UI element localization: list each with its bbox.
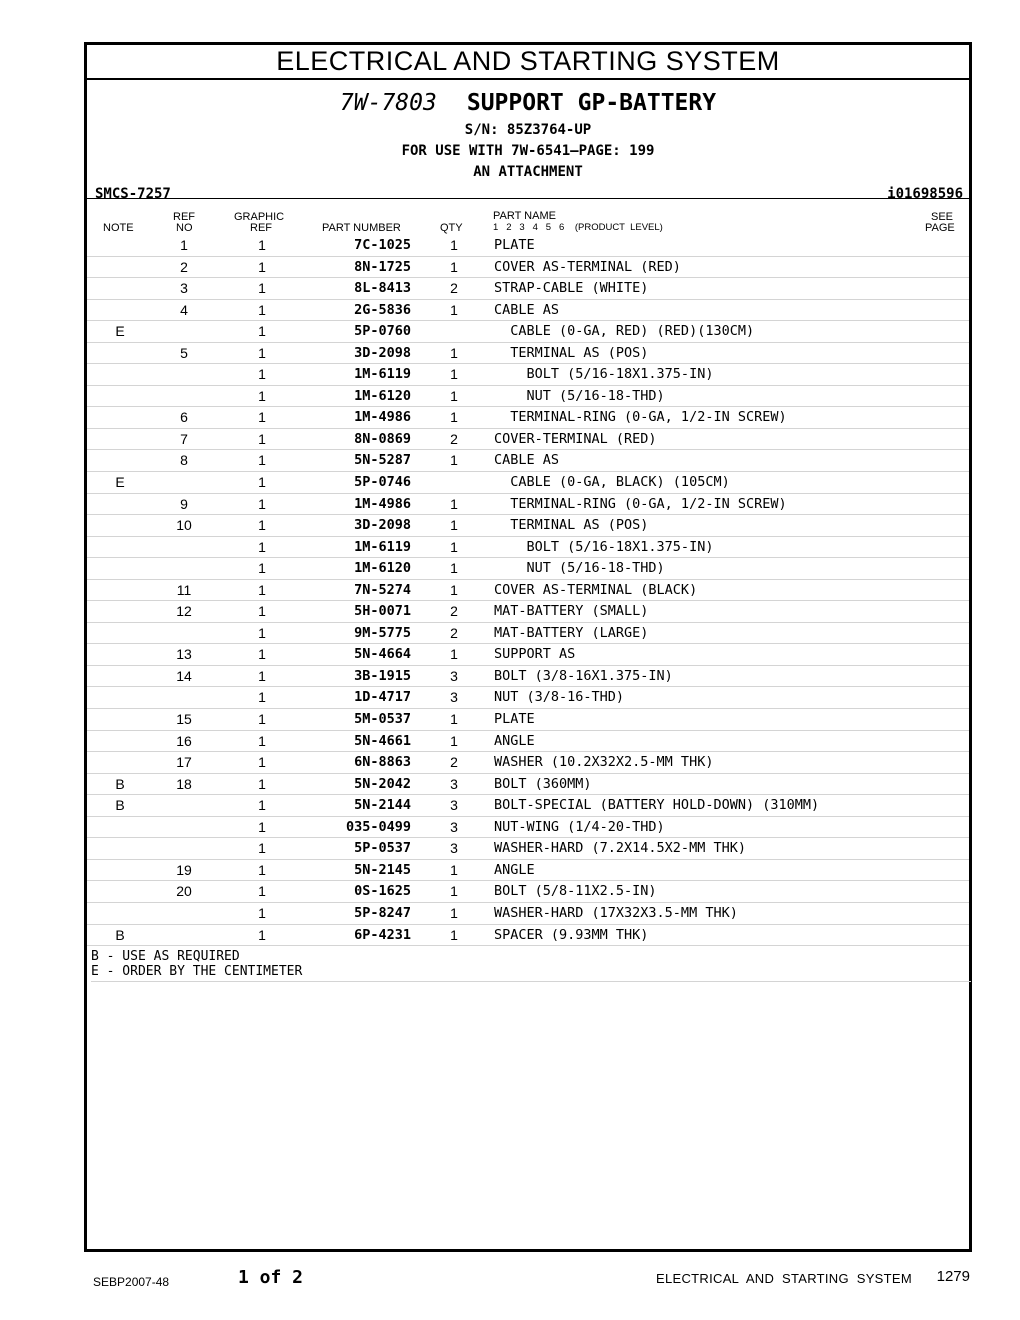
row-qty: 1 [450, 732, 458, 749]
row-ref-no: 2 [180, 258, 188, 275]
col-see-bottom: PAGE [925, 222, 955, 234]
row-graphic-ref: 1 [258, 323, 266, 340]
row-qty: 1 [450, 258, 458, 275]
row-qty: 2 [450, 624, 458, 641]
row-qty: 1 [450, 452, 458, 469]
row-graphic-ref: 1 [258, 603, 266, 620]
row-part-number: 6P-4231 [354, 926, 411, 943]
table-row [87, 580, 969, 602]
col-part-name: PART NAME [493, 210, 556, 222]
row-graphic-ref: 1 [258, 818, 266, 835]
table-row [87, 537, 969, 559]
row-ref-no: 15 [176, 711, 192, 728]
row-graphic-ref: 1 [258, 280, 266, 297]
row-part-name: TERMINAL-RING (0-GA, 1/2-IN SCREW) [494, 409, 787, 426]
row-part-number: 3D-2098 [354, 517, 411, 534]
row-qty: 3 [450, 797, 458, 814]
row-qty: 1 [450, 366, 458, 383]
row-ref-no: 8 [180, 452, 188, 469]
table-row [87, 257, 969, 279]
group-header [87, 80, 969, 202]
row-ref-no: 19 [176, 861, 192, 878]
row-part-name: BOLT (5/8-11X2.5-IN) [494, 883, 657, 900]
row-part-name: ANGLE [494, 861, 535, 878]
table-row [87, 472, 969, 494]
table-row [87, 795, 969, 817]
row-graphic-ref: 1 [258, 797, 266, 814]
row-note: B [115, 797, 125, 814]
row-qty: 3 [450, 840, 458, 857]
row-part-name: COVER AS-TERMINAL (BLACK) [494, 581, 698, 598]
row-qty: 3 [450, 818, 458, 835]
row-graphic-ref: 1 [258, 344, 266, 361]
table-row [87, 300, 969, 322]
table-row [87, 278, 969, 300]
row-graphic-ref: 1 [258, 711, 266, 728]
catalog-page-frame [84, 42, 972, 1252]
row-part-name: MAT-BATTERY (LARGE) [494, 624, 649, 641]
row-qty: 1 [450, 581, 458, 598]
table-row [87, 687, 969, 709]
parts-table [87, 235, 969, 946]
row-graphic-ref: 1 [258, 624, 266, 641]
table-row [87, 601, 969, 623]
col-graphic-top: GRAPHIC [234, 211, 285, 223]
row-qty: 1 [450, 409, 458, 426]
row-part-name: NUT-WING (1/4-20-THD) [494, 818, 665, 835]
row-part-number: 9M-5775 [354, 624, 411, 641]
table-row [87, 515, 969, 537]
row-graphic-ref: 1 [258, 775, 266, 792]
table-row [87, 386, 969, 408]
table-row [87, 321, 969, 343]
table-row [87, 429, 969, 451]
row-graphic-ref: 1 [258, 517, 266, 534]
row-ref-no: 3 [180, 280, 188, 297]
row-part-name: PLATE [494, 237, 535, 253]
note-b: B - USE AS REQUIRED [91, 949, 240, 964]
row-qty: 2 [450, 430, 458, 447]
row-part-number: 1M-4986 [354, 409, 411, 426]
notes-legend [91, 949, 971, 982]
row-part-number: 5N-2144 [354, 797, 411, 814]
row-qty: 1 [450, 711, 458, 728]
row-graphic-ref: 1 [258, 689, 266, 706]
illustration-id: i01698596 [887, 186, 963, 202]
row-part-name: BOLT-SPECIAL (BATTERY HOLD-DOWN) (310MM) [494, 797, 820, 814]
table-row [87, 925, 969, 947]
col-see-top: SEE [931, 211, 954, 223]
row-part-number: 3D-2098 [354, 344, 411, 361]
row-ref-no: 12 [176, 603, 192, 620]
use-with-note: FOR USE WITH 7W-6541—PAGE: 199 [401, 143, 655, 159]
row-qty: 1 [450, 301, 458, 318]
row-qty: 3 [450, 775, 458, 792]
row-qty: 3 [450, 667, 458, 684]
group-name: SUPPORT GP-BATTERY [466, 90, 717, 116]
row-graphic-ref: 1 [258, 495, 266, 512]
row-part-name: NUT (5/16-18-THD) [494, 560, 665, 577]
row-part-name: COVER-TERMINAL (RED) [494, 430, 657, 447]
row-part-number: 1M-4986 [354, 495, 411, 512]
row-qty: 2 [450, 280, 458, 297]
row-graphic-ref: 1 [258, 754, 266, 771]
note-e: E - ORDER BY THE CENTIMETER [91, 964, 303, 979]
row-qty: 1 [450, 538, 458, 555]
table-row [87, 558, 969, 580]
row-part-name: BOLT (5/16-18X1.375-IN) [494, 538, 714, 555]
row-ref-no: 10 [176, 517, 192, 534]
row-part-name: TERMINAL-RING (0-GA, 1/2-IN SCREW) [494, 495, 787, 512]
table-row [87, 838, 969, 860]
row-graphic-ref: 1 [258, 560, 266, 577]
row-graphic-ref: 1 [258, 840, 266, 857]
row-graphic-ref: 1 [258, 452, 266, 469]
smcs-code: SMCS-7257 [95, 186, 171, 202]
row-graphic-ref: 1 [258, 861, 266, 878]
row-qty: 1 [450, 495, 458, 512]
row-part-name: WASHER (10.2X32X2.5-MM THK) [494, 754, 714, 771]
row-part-name: WASHER-HARD (7.2X14.5X2-MM THK) [494, 840, 746, 857]
row-part-number: 5P-0760 [354, 323, 411, 340]
row-ref-no: 11 [176, 581, 192, 598]
col-product-level: 1 2 3 4 5 6 (PRODUCT LEVEL) [493, 222, 663, 233]
table-row [87, 407, 969, 429]
row-qty: 1 [450, 926, 458, 943]
row-part-name: COVER AS-TERMINAL (RED) [494, 258, 681, 275]
row-graphic-ref: 1 [258, 258, 266, 275]
row-part-number: 2G-5836 [354, 301, 411, 318]
row-graphic-ref: 1 [258, 387, 266, 404]
row-graphic-ref: 1 [258, 904, 266, 921]
table-row [87, 343, 969, 365]
row-part-name: CABLE (0-GA, RED) (RED)(130CM) [494, 323, 755, 340]
row-part-number: 8N-0869 [354, 430, 411, 447]
row-part-name: BOLT (3/8-16X1.375-IN) [494, 667, 673, 684]
row-note: B [115, 775, 125, 792]
row-graphic-ref: 1 [258, 237, 266, 253]
serial-number: S/N: 85Z3764-UP [464, 122, 592, 138]
row-part-number: 5P-0537 [354, 840, 411, 857]
row-part-name: TERMINAL AS (POS) [494, 344, 649, 361]
row-part-name: SPACER (9.93MM THK) [494, 926, 649, 943]
row-part-name: BOLT (360MM) [494, 775, 592, 792]
row-ref-no: 16 [176, 732, 192, 749]
row-part-name: TERMINAL AS (POS) [494, 517, 649, 534]
row-part-number: 5N-2145 [354, 861, 411, 878]
table-row [87, 623, 969, 645]
row-ref-no: 6 [180, 409, 188, 426]
row-part-name: BOLT (5/16-18X1.375-IN) [494, 366, 714, 383]
row-part-number: 8N-1725 [354, 258, 411, 275]
col-qty: QTY [440, 222, 463, 234]
row-qty: 1 [450, 904, 458, 921]
col-ref-bottom: NO [176, 222, 193, 234]
row-graphic-ref: 1 [258, 366, 266, 383]
row-part-number: 5N-4664 [354, 646, 411, 663]
row-part-name: PLATE [494, 711, 535, 728]
row-part-name: WASHER-HARD (17X32X3.5-MM THK) [494, 904, 738, 921]
row-part-number: 5N-4661 [354, 732, 411, 749]
row-graphic-ref: 1 [258, 667, 266, 684]
row-part-name: NUT (3/8-16-THD) [494, 689, 625, 706]
table-row [87, 364, 969, 386]
row-part-number: 1M-6119 [354, 538, 411, 555]
row-ref-no: 17 [176, 754, 192, 771]
row-part-number: 5H-0071 [354, 603, 411, 620]
row-part-name: MAT-BATTERY (SMALL) [494, 603, 649, 620]
col-part-number: PART NUMBER [322, 222, 401, 234]
row-graphic-ref: 1 [258, 301, 266, 318]
row-part-number: 035-0499 [345, 818, 411, 835]
row-part-name: STRAP-CABLE (WHITE) [494, 280, 649, 297]
row-part-number: 6N-8863 [354, 754, 411, 771]
row-part-number: 7N-5274 [354, 581, 411, 598]
row-part-name: SUPPORT AS [494, 646, 576, 663]
row-graphic-ref: 1 [258, 926, 266, 943]
row-ref-no: 1 [180, 237, 188, 253]
row-part-number: 5N-2042 [354, 775, 411, 792]
row-qty: 2 [450, 754, 458, 771]
table-row [87, 644, 969, 666]
col-ref-top: REF [173, 211, 195, 223]
row-graphic-ref: 1 [258, 732, 266, 749]
document-id: SEBP2007-48 [93, 1275, 170, 1289]
row-part-number: 0S-1625 [354, 883, 411, 900]
row-qty: 1 [450, 646, 458, 663]
row-qty: 2 [450, 603, 458, 620]
row-ref-no: 7 [180, 430, 188, 447]
row-ref-no: 5 [180, 344, 188, 361]
row-part-number: 1M-6119 [354, 366, 411, 383]
row-graphic-ref: 1 [258, 883, 266, 900]
table-row [87, 817, 969, 839]
table-row [87, 731, 969, 753]
row-part-number: 3B-1915 [354, 667, 411, 684]
page-of: 1 of 2 [238, 1267, 304, 1288]
row-graphic-ref: 1 [258, 538, 266, 555]
row-qty: 1 [450, 387, 458, 404]
row-part-number: 5P-8247 [354, 904, 411, 921]
row-note: E [115, 323, 125, 340]
col-note: NOTE [103, 222, 134, 234]
row-ref-no: 13 [176, 646, 192, 663]
row-note: B [115, 926, 125, 943]
row-part-number: 5P-0746 [354, 474, 411, 491]
section-title: ELECTRICAL AND STARTING SYSTEM [87, 45, 969, 80]
row-qty: 1 [450, 237, 458, 253]
row-note: E [115, 474, 125, 491]
group-number: 7W-7803 [339, 90, 437, 116]
table-row [87, 774, 969, 796]
table-row [87, 450, 969, 472]
row-qty: 1 [450, 344, 458, 361]
row-part-name: ANGLE [494, 732, 535, 749]
table-row [87, 860, 969, 882]
col-graphic-bottom: REF [250, 222, 272, 234]
row-qty: 1 [450, 517, 458, 534]
group-title-line [87, 90, 969, 116]
table-row [87, 666, 969, 688]
row-part-number: 7C-1025 [354, 237, 411, 253]
row-part-number: 1M-6120 [354, 560, 411, 577]
page-number: 1279 [936, 1268, 970, 1285]
row-qty: 1 [450, 861, 458, 878]
table-row [87, 494, 969, 516]
row-qty: 1 [450, 560, 458, 577]
row-part-number: 5N-5287 [354, 452, 411, 469]
attachment-note: AN ATTACHMENT [473, 164, 583, 180]
table-row [87, 903, 969, 925]
row-graphic-ref: 1 [258, 646, 266, 663]
row-part-name: CABLE (0-GA, BLACK) (105CM) [494, 474, 730, 491]
row-ref-no: 14 [176, 667, 192, 684]
page-footer [0, 1262, 1020, 1292]
row-ref-no: 4 [180, 301, 188, 318]
row-part-name: CABLE AS [494, 301, 560, 318]
row-qty: 3 [450, 689, 458, 706]
row-graphic-ref: 1 [258, 409, 266, 426]
footer-section: ELECTRICAL AND STARTING SYSTEM [656, 1271, 912, 1286]
row-ref-no: 9 [180, 495, 188, 512]
row-part-number: 1D-4717 [354, 689, 411, 706]
column-headers [87, 210, 969, 236]
row-qty: 1 [450, 883, 458, 900]
row-part-number: 1M-6120 [354, 387, 411, 404]
row-part-number: 8L-8413 [354, 280, 411, 297]
table-row [87, 752, 969, 774]
row-graphic-ref: 1 [258, 430, 266, 447]
row-ref-no: 20 [176, 883, 192, 900]
row-graphic-ref: 1 [258, 581, 266, 598]
row-part-name: NUT (5/16-18-THD) [494, 387, 665, 404]
row-part-name: CABLE AS [494, 452, 560, 469]
table-row [87, 881, 969, 903]
table-row [87, 235, 969, 257]
row-ref-no: 18 [176, 775, 192, 792]
row-part-number: 5M-0537 [354, 711, 411, 728]
row-graphic-ref: 1 [258, 474, 266, 491]
table-row [87, 709, 969, 731]
